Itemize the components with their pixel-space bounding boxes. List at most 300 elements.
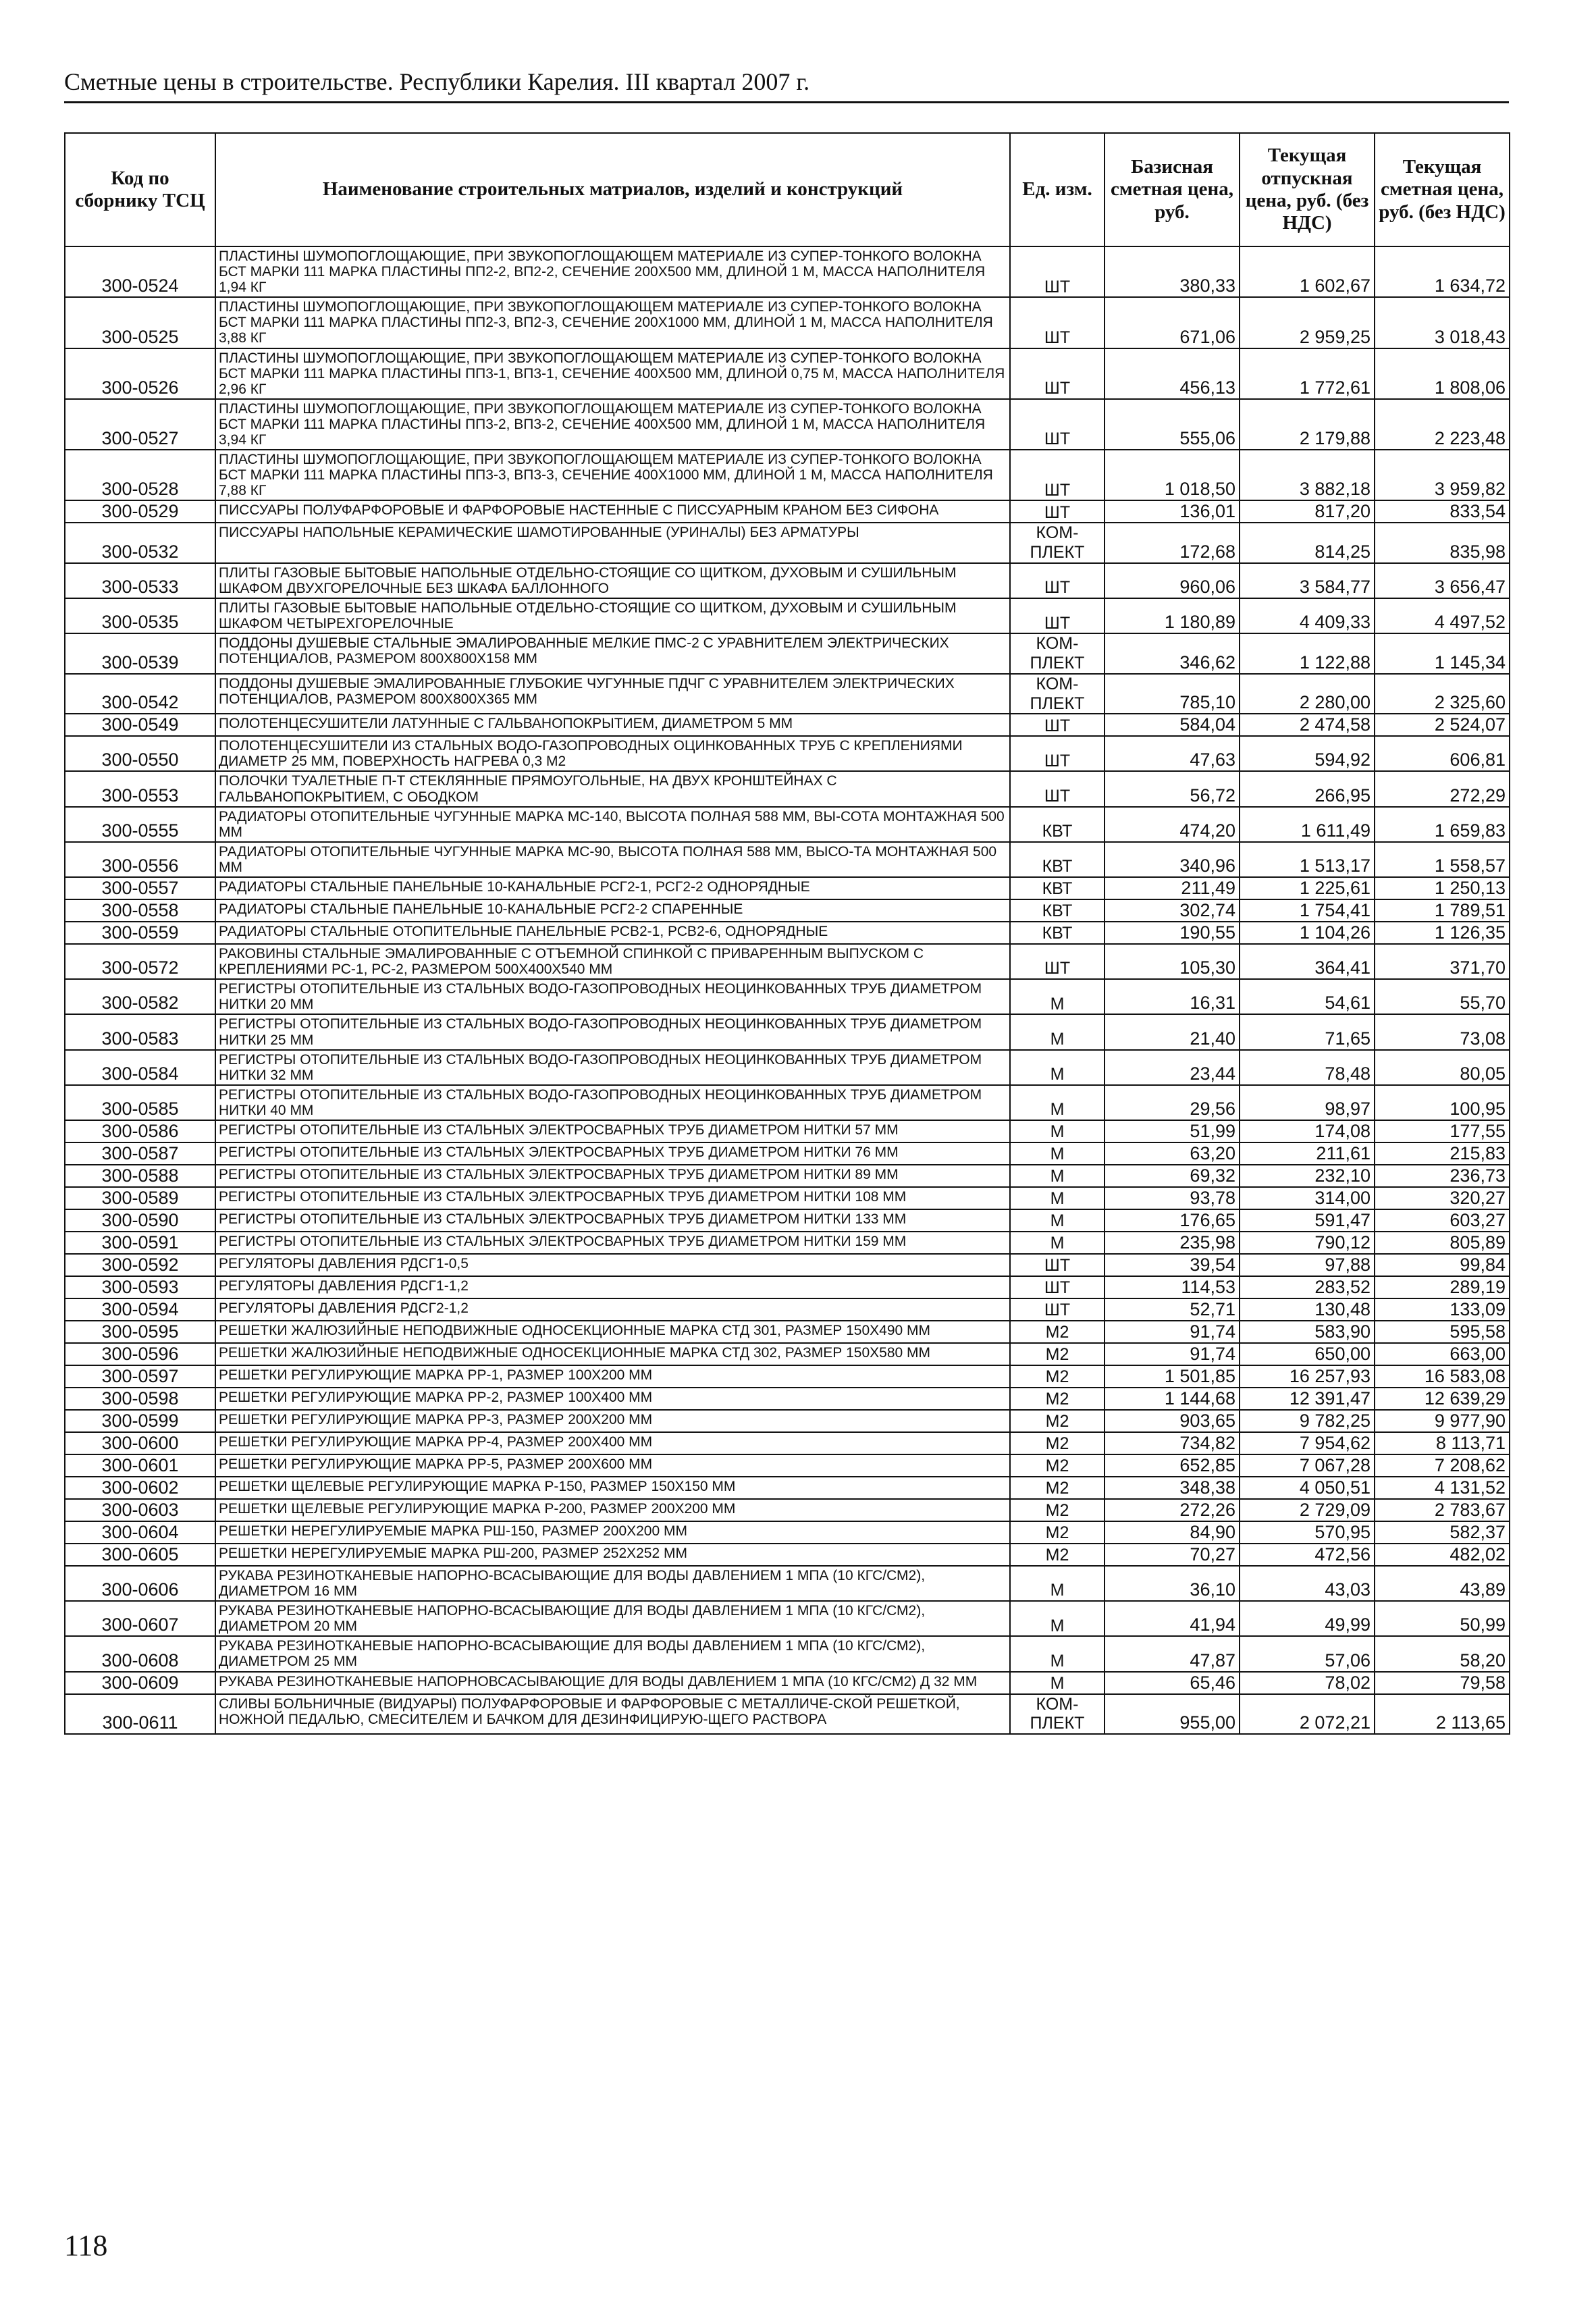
table-row xyxy=(65,500,1510,523)
row-name: РАДИАТОРЫ ОТОПИТЕЛЬНЫЕ ЧУГУННЫЕ МАРКА МС-90, ВЫСОТА ПОЛНАЯ 588 ММ, ВЫСО-ТА МОНТАЖНАЯ 500 ММ xyxy=(215,842,1010,877)
row-code: 300-0550 xyxy=(65,736,215,771)
row-sale-price: 174,08 xyxy=(1240,1120,1375,1142)
row-sale-price: 12 391,47 xyxy=(1240,1388,1375,1410)
row-unit: М2 xyxy=(1010,1477,1105,1499)
row-unit: КОМ-ПЛЕКТ xyxy=(1010,633,1105,674)
row-base-price: 47,87 xyxy=(1105,1636,1240,1671)
row-sale-price: 814,25 xyxy=(1240,523,1375,563)
row-code: 300-0533 xyxy=(65,563,215,598)
row-estimate-price: 595,58 xyxy=(1375,1321,1510,1343)
row-code: 300-0525 xyxy=(65,297,215,348)
row-sale-price: 1 754,41 xyxy=(1240,899,1375,922)
row-sale-price: 211,61 xyxy=(1240,1142,1375,1165)
row-base-price: 272,26 xyxy=(1105,1499,1240,1521)
table-row xyxy=(65,1432,1510,1454)
row-code: 300-0587 xyxy=(65,1142,215,1165)
row-code: 300-0558 xyxy=(65,899,215,922)
row-code: 300-0539 xyxy=(65,633,215,674)
row-sale-price: 2 280,00 xyxy=(1240,674,1375,714)
table-row xyxy=(65,297,1510,348)
table-row xyxy=(65,1254,1510,1276)
row-unit: М xyxy=(1010,1601,1105,1636)
row-estimate-price: 177,55 xyxy=(1375,1120,1510,1142)
row-sale-price: 54,61 xyxy=(1240,979,1375,1014)
row-name: РЕГИСТРЫ ОТОПИТЕЛЬНЫЕ ИЗ СТАЛЬНЫХ ЭЛЕКТРОСВАРНЫХ ТРУБ ДИАМЕТРОМ НИТКИ 108 ММ xyxy=(215,1187,1010,1209)
table-row xyxy=(65,348,1510,399)
table-row xyxy=(65,1601,1510,1636)
row-sale-price: 314,00 xyxy=(1240,1187,1375,1209)
row-unit: ШТ xyxy=(1010,598,1105,633)
row-base-price: 584,04 xyxy=(1105,714,1240,736)
row-estimate-price: 50,99 xyxy=(1375,1601,1510,1636)
table-row xyxy=(65,1343,1510,1365)
row-estimate-price: 100,95 xyxy=(1375,1085,1510,1120)
table-row xyxy=(65,899,1510,922)
row-unit: М2 xyxy=(1010,1365,1105,1388)
row-sale-price: 78,02 xyxy=(1240,1672,1375,1694)
row-code: 300-0526 xyxy=(65,348,215,399)
row-name: РЕШЕТКИ НЕРЕГУЛИРУЕМЫЕ МАРКА РШ-150, РАЗМЕР 200X200 ММ xyxy=(215,1521,1010,1544)
row-code: 300-0604 xyxy=(65,1521,215,1544)
row-code: 300-0528 xyxy=(65,450,215,500)
row-base-price: 346,62 xyxy=(1105,633,1240,674)
row-sale-price: 570,95 xyxy=(1240,1521,1375,1544)
row-base-price: 23,44 xyxy=(1105,1050,1240,1085)
row-estimate-price: 133,09 xyxy=(1375,1298,1510,1321)
table-row xyxy=(65,877,1510,899)
row-unit: ШТ xyxy=(1010,348,1105,399)
row-unit: КВТ xyxy=(1010,899,1105,922)
row-unit: ШТ xyxy=(1010,450,1105,500)
row-sale-price: 232,10 xyxy=(1240,1165,1375,1187)
row-base-price: 136,01 xyxy=(1105,500,1240,523)
row-base-price: 1 144,68 xyxy=(1105,1388,1240,1410)
row-base-price: 65,46 xyxy=(1105,1672,1240,1694)
row-estimate-price: 835,98 xyxy=(1375,523,1510,563)
row-code: 300-0588 xyxy=(65,1165,215,1187)
row-sale-price: 78,48 xyxy=(1240,1050,1375,1085)
row-code: 300-0585 xyxy=(65,1085,215,1120)
row-name: РЕШЕТКИ ЖАЛЮЗИЙНЫЕ НЕПОДВИЖНЫЕ ОДНОСЕКЦИОННЫЕ МАРКА СТД 302, РАЗМЕР 150X580 ММ xyxy=(215,1343,1010,1365)
table-row xyxy=(65,1298,1510,1321)
table-row xyxy=(65,1388,1510,1410)
table-row xyxy=(65,1521,1510,1544)
row-estimate-price: 43,89 xyxy=(1375,1566,1510,1601)
row-name: РЕШЕТКИ НЕРЕГУЛИРУЕМЫЕ МАРКА РШ-200, РАЗМЕР 252X252 ММ xyxy=(215,1544,1010,1566)
row-code: 300-0529 xyxy=(65,500,215,523)
table-row xyxy=(65,1165,1510,1187)
row-base-price: 39,54 xyxy=(1105,1254,1240,1276)
row-estimate-price: 3 018,43 xyxy=(1375,297,1510,348)
row-code: 300-0556 xyxy=(65,842,215,877)
row-sale-price: 98,97 xyxy=(1240,1085,1375,1120)
row-sale-price: 817,20 xyxy=(1240,500,1375,523)
row-unit: ШТ xyxy=(1010,736,1105,771)
row-base-price: 190,55 xyxy=(1105,922,1240,944)
row-unit: КОМ-ПЛЕКТ xyxy=(1010,674,1105,714)
row-estimate-price: 16 583,08 xyxy=(1375,1365,1510,1388)
row-name: РЕГИСТРЫ ОТОПИТЕЛЬНЫЕ ИЗ СТАЛЬНЫХ ВОДО-ГАЗОПРОВОДНЫХ НЕОЦИНКОВАННЫХ ТРУБ ДИАМЕТРОМ НИТКИ 25 ММ xyxy=(215,1014,1010,1049)
row-unit: М2 xyxy=(1010,1432,1105,1454)
table-row xyxy=(65,979,1510,1014)
table-row xyxy=(65,1187,1510,1209)
row-base-price: 52,71 xyxy=(1105,1298,1240,1321)
row-code: 300-0600 xyxy=(65,1432,215,1454)
row-unit: М xyxy=(1010,979,1105,1014)
row-sale-price: 2 072,21 xyxy=(1240,1694,1375,1735)
table-header-row xyxy=(65,133,1510,246)
row-code: 300-0611 xyxy=(65,1694,215,1735)
row-estimate-price: 12 639,29 xyxy=(1375,1388,1510,1410)
row-base-price: 93,78 xyxy=(1105,1187,1240,1209)
row-name: РЕШЕТКИ РЕГУЛИРУЮЩИЕ МАРКА РР-4, РАЗМЕР 200X400 ММ xyxy=(215,1432,1010,1454)
row-name: РЕГУЛЯТОРЫ ДАВЛЕНИЯ РДСГ1-0,5 xyxy=(215,1254,1010,1276)
row-name: РЕШЕТКИ ЩЕЛЕВЫЕ РЕГУЛИРУЮЩИЕ МАРКА Р-150, РАЗМЕР 150X150 ММ xyxy=(215,1477,1010,1499)
row-base-price: 652,85 xyxy=(1105,1454,1240,1477)
row-code: 300-0583 xyxy=(65,1014,215,1049)
table-row xyxy=(65,563,1510,598)
row-estimate-price: 805,89 xyxy=(1375,1232,1510,1254)
table-row xyxy=(65,1672,1510,1694)
row-unit: КВТ xyxy=(1010,877,1105,899)
table-row xyxy=(65,1209,1510,1232)
table-row xyxy=(65,399,1510,450)
row-estimate-price: 99,84 xyxy=(1375,1254,1510,1276)
row-unit: М xyxy=(1010,1672,1105,1694)
table-row xyxy=(65,1321,1510,1343)
row-base-price: 51,99 xyxy=(1105,1120,1240,1142)
row-estimate-price: 1 659,83 xyxy=(1375,807,1510,842)
row-base-price: 91,74 xyxy=(1105,1321,1240,1343)
table-row xyxy=(65,944,1510,979)
row-base-price: 235,98 xyxy=(1105,1232,1240,1254)
row-estimate-price: 663,00 xyxy=(1375,1343,1510,1365)
row-estimate-price: 2 223,48 xyxy=(1375,399,1510,450)
row-sale-price: 3 584,77 xyxy=(1240,563,1375,598)
row-base-price: 16,31 xyxy=(1105,979,1240,1014)
row-estimate-price: 1 145,34 xyxy=(1375,633,1510,674)
table-row xyxy=(65,1694,1510,1735)
row-estimate-price: 320,27 xyxy=(1375,1187,1510,1209)
row-name: ПЛАСТИНЫ ШУМОПОГЛОЩАЮЩИЕ, ПРИ ЗВУКОПОГЛОЩАЮЩЕМ МАТЕРИАЛЕ ИЗ СУПЕР-ТОНКОГО ВОЛОКНА БСТ МАРКИ 111 МАРКА ПЛАСТИНЫ ПП2-3, ВП2-3, СЕЧЕНИЕ 200X1000 ММ, ДЛИНОЙ 1 М, МАССА НАПОЛНИТЕЛЯ 3,88 КГ xyxy=(215,297,1010,348)
row-base-price: 1 180,89 xyxy=(1105,598,1240,633)
row-base-price: 36,10 xyxy=(1105,1566,1240,1601)
row-base-price: 56,72 xyxy=(1105,771,1240,806)
table-row xyxy=(65,714,1510,736)
table-row xyxy=(65,1566,1510,1601)
table-row xyxy=(65,523,1510,563)
table-row xyxy=(65,1276,1510,1298)
row-code: 300-0542 xyxy=(65,674,215,714)
row-name: РУКАВА РЕЗИНОТКАНЕВЫЕ НАПОРНОВСАСЫВАЮЩИЕ ДЛЯ ВОДЫ ДАВЛЕНИЕМ 1 МПА (10 КГС/СМ2) Д 32 ММ xyxy=(215,1672,1010,1694)
row-estimate-price: 833,54 xyxy=(1375,500,1510,523)
row-unit: ШТ xyxy=(1010,246,1105,297)
row-estimate-price: 1 558,57 xyxy=(1375,842,1510,877)
col-header-estimate-price: Текущая сметная цена, руб. (без НДС) xyxy=(1375,133,1510,246)
row-unit: ШТ xyxy=(1010,297,1105,348)
table-row xyxy=(65,922,1510,944)
row-base-price: 785,10 xyxy=(1105,674,1240,714)
row-sale-price: 364,41 xyxy=(1240,944,1375,979)
row-base-price: 63,20 xyxy=(1105,1142,1240,1165)
col-header-sale-price: Текущая отпускная цена, руб. (без НДС) xyxy=(1240,133,1375,246)
row-unit: ШТ xyxy=(1010,1298,1105,1321)
row-code: 300-0602 xyxy=(65,1477,215,1499)
price-table xyxy=(64,132,1510,1735)
row-base-price: 903,65 xyxy=(1105,1410,1240,1432)
row-code: 300-0608 xyxy=(65,1636,215,1671)
row-name: ПОДДОНЫ ДУШЕВЫЕ ЭМАЛИРОВАННЫЕ ГЛУБОКИЕ ЧУГУННЫЕ ПДЧГ С УРАВНИТЕЛЕМ ЭЛЕКТРИЧЕСКИХ ПОТЕНЦИАЛОВ, РАЗМЕРОМ 800X800X365 ММ xyxy=(215,674,1010,714)
row-estimate-price: 4 497,52 xyxy=(1375,598,1510,633)
row-code: 300-0598 xyxy=(65,1388,215,1410)
row-name: РЕГИСТРЫ ОТОПИТЕЛЬНЫЕ ИЗ СТАЛЬНЫХ ВОДО-ГАЗОПРОВОДНЫХ НЕОЦИНКОВАННЫХ ТРУБ ДИАМЕТРОМ НИТКИ 20 ММ xyxy=(215,979,1010,1014)
row-name: РЕШЕТКИ РЕГУЛИРУЮЩИЕ МАРКА РР-2, РАЗМЕР 100X400 ММ xyxy=(215,1388,1010,1410)
table-row xyxy=(65,1499,1510,1521)
row-unit: ШТ xyxy=(1010,1254,1105,1276)
row-name: РУКАВА РЕЗИНОТКАНЕВЫЕ НАПОРНО-ВСАСЫВАЮЩИЕ ДЛЯ ВОДЫ ДАВЛЕНИЕМ 1 МПА (10 КГС/СМ2), ДИАМЕТРОМ 25 ММ xyxy=(215,1636,1010,1671)
table-row xyxy=(65,1120,1510,1142)
row-sale-price: 2 474,58 xyxy=(1240,714,1375,736)
row-code: 300-0532 xyxy=(65,523,215,563)
row-code: 300-0597 xyxy=(65,1365,215,1388)
row-unit: М xyxy=(1010,1566,1105,1601)
row-base-price: 70,27 xyxy=(1105,1544,1240,1566)
row-estimate-price: 1 789,51 xyxy=(1375,899,1510,922)
table-row xyxy=(65,1085,1510,1120)
row-sale-price: 266,95 xyxy=(1240,771,1375,806)
row-unit: М xyxy=(1010,1050,1105,1085)
row-unit: М2 xyxy=(1010,1321,1105,1343)
row-name: ПЛИТЫ ГАЗОВЫЕ БЫТОВЫЕ НАПОЛЬНЫЕ ОТДЕЛЬНО-СТОЯЩИЕ СО ЩИТКОМ, ДУХОВЫМ И СУШИЛЬНЫМ ШКАФОМ ДВУХГОРЕЛОЧНЫЕ БЕЗ ШКАФА БАЛЛОННОГО xyxy=(215,563,1010,598)
row-estimate-price: 2 783,67 xyxy=(1375,1499,1510,1521)
row-name: ПИССУАРЫ ПОЛУФАРФОРОВЫЕ И ФАРФОРОВЫЕ НАСТЕННЫЕ С ПИССУАРНЫМ КРАНОМ БЕЗ СИФОНА xyxy=(215,500,1010,523)
row-estimate-price: 215,83 xyxy=(1375,1142,1510,1165)
row-base-price: 1 018,50 xyxy=(1105,450,1240,500)
row-unit: М xyxy=(1010,1085,1105,1120)
row-unit: КВТ xyxy=(1010,842,1105,877)
row-code: 300-0594 xyxy=(65,1298,215,1321)
row-sale-price: 7 067,28 xyxy=(1240,1454,1375,1477)
row-name: РЕГИСТРЫ ОТОПИТЕЛЬНЫЕ ИЗ СТАЛЬНЫХ ЭЛЕКТРОСВАРНЫХ ТРУБ ДИАМЕТРОМ НИТКИ 76 ММ xyxy=(215,1142,1010,1165)
row-base-price: 348,38 xyxy=(1105,1477,1240,1499)
col-header-base-price: Базисная сметная цена, руб. xyxy=(1105,133,1240,246)
row-sale-price: 7 954,62 xyxy=(1240,1432,1375,1454)
row-code: 300-0609 xyxy=(65,1672,215,1694)
row-base-price: 105,30 xyxy=(1105,944,1240,979)
row-code: 300-0589 xyxy=(65,1187,215,1209)
row-sale-price: 130,48 xyxy=(1240,1298,1375,1321)
row-name: РАДИАТОРЫ СТАЛЬНЫЕ ОТОПИТЕЛЬНЫЕ ПАНЕЛЬНЫЕ РСВ2-1, РСВ2-6, ОДНОРЯДНЫЕ xyxy=(215,922,1010,944)
row-estimate-price: 73,08 xyxy=(1375,1014,1510,1049)
row-estimate-price: 58,20 xyxy=(1375,1636,1510,1671)
row-sale-price: 790,12 xyxy=(1240,1232,1375,1254)
row-unit: М xyxy=(1010,1142,1105,1165)
table-row xyxy=(65,771,1510,806)
row-estimate-price: 272,29 xyxy=(1375,771,1510,806)
row-name: РЕШЕТКИ РЕГУЛИРУЮЩИЕ МАРКА РР-3, РАЗМЕР 200X200 ММ xyxy=(215,1410,1010,1432)
row-name: РЕШЕТКИ РЕГУЛИРУЮЩИЕ МАРКА РР-1, РАЗМЕР 100X200 ММ xyxy=(215,1365,1010,1388)
row-base-price: 555,06 xyxy=(1105,399,1240,450)
row-code: 300-0586 xyxy=(65,1120,215,1142)
row-name: ПЛАСТИНЫ ШУМОПОГЛОЩАЮЩИЕ, ПРИ ЗВУКОПОГЛОЩАЮЩЕМ МАТЕРИАЛЕ ИЗ СУПЕР-ТОНКОГО ВОЛОКНА БСТ МАРКИ 111 МАРКА ПЛАСТИНЫ ПП3-1, ВП3-1, СЕЧЕНИЕ 400X500 ММ, ДЛИНОЙ 0,75 М, МАССА НАПОЛНИТЕЛЯ 2,96 КГ xyxy=(215,348,1010,399)
row-unit: М xyxy=(1010,1636,1105,1671)
row-base-price: 1 501,85 xyxy=(1105,1365,1240,1388)
row-name: РЕГИСТРЫ ОТОПИТЕЛЬНЫЕ ИЗ СТАЛЬНЫХ ЭЛЕКТРОСВАРНЫХ ТРУБ ДИАМЕТРОМ НИТКИ 57 ММ xyxy=(215,1120,1010,1142)
row-sale-price: 2 959,25 xyxy=(1240,297,1375,348)
row-estimate-price: 482,02 xyxy=(1375,1544,1510,1566)
row-code: 300-0590 xyxy=(65,1209,215,1232)
row-estimate-price: 371,70 xyxy=(1375,944,1510,979)
row-base-price: 176,65 xyxy=(1105,1209,1240,1232)
row-base-price: 960,06 xyxy=(1105,563,1240,598)
row-code: 300-0535 xyxy=(65,598,215,633)
row-base-price: 91,74 xyxy=(1105,1343,1240,1365)
row-base-price: 456,13 xyxy=(1105,348,1240,399)
col-header-name: Наименование строительных матриалов, изделий и конструкций xyxy=(215,133,1010,246)
row-sale-price: 594,92 xyxy=(1240,736,1375,771)
row-code: 300-0557 xyxy=(65,877,215,899)
row-unit: М xyxy=(1010,1120,1105,1142)
table-row xyxy=(65,450,1510,500)
table-body xyxy=(65,246,1510,1734)
row-base-price: 340,96 xyxy=(1105,842,1240,877)
row-name: РАДИАТОРЫ СТАЛЬНЫЕ ПАНЕЛЬНЫЕ 10-КАНАЛЬНЫЕ РСГ2-1, РСГ2-2 ОДНОРЯДНЫЕ xyxy=(215,877,1010,899)
table-row xyxy=(65,1454,1510,1477)
row-code: 300-0582 xyxy=(65,979,215,1014)
row-estimate-price: 3 656,47 xyxy=(1375,563,1510,598)
row-name: РЕГИСТРЫ ОТОПИТЕЛЬНЫЕ ИЗ СТАЛЬНЫХ ВОДО-ГАЗОПРОВОДНЫХ НЕОЦИНКОВАННЫХ ТРУБ ДИАМЕТРОМ НИТКИ 40 ММ xyxy=(215,1085,1010,1120)
row-sale-price: 583,90 xyxy=(1240,1321,1375,1343)
row-code: 300-0553 xyxy=(65,771,215,806)
row-base-price: 955,00 xyxy=(1105,1694,1240,1735)
row-name: РЕГИСТРЫ ОТОПИТЕЛЬНЫЕ ИЗ СТАЛЬНЫХ ВОДО-ГАЗОПРОВОДНЫХ НЕОЦИНКОВАННЫХ ТРУБ ДИАМЕТРОМ НИТКИ 32 ММ xyxy=(215,1050,1010,1085)
table-row xyxy=(65,1142,1510,1165)
row-unit: КВТ xyxy=(1010,807,1105,842)
row-sale-price: 2 179,88 xyxy=(1240,399,1375,450)
row-estimate-price: 582,37 xyxy=(1375,1521,1510,1544)
row-estimate-price: 606,81 xyxy=(1375,736,1510,771)
row-estimate-price: 236,73 xyxy=(1375,1165,1510,1187)
row-estimate-price: 4 131,52 xyxy=(1375,1477,1510,1499)
row-base-price: 211,49 xyxy=(1105,877,1240,899)
row-estimate-price: 1 634,72 xyxy=(1375,246,1510,297)
row-sale-price: 1 513,17 xyxy=(1240,842,1375,877)
row-base-price: 47,63 xyxy=(1105,736,1240,771)
row-unit: М xyxy=(1010,1209,1105,1232)
row-code: 300-0549 xyxy=(65,714,215,736)
row-code: 300-0605 xyxy=(65,1544,215,1566)
row-code: 300-0524 xyxy=(65,246,215,297)
row-base-price: 380,33 xyxy=(1105,246,1240,297)
row-name: РЕГИСТРЫ ОТОПИТЕЛЬНЫЕ ИЗ СТАЛЬНЫХ ЭЛЕКТРОСВАРНЫХ ТРУБ ДИАМЕТРОМ НИТКИ 159 ММ xyxy=(215,1232,1010,1254)
row-code: 300-0606 xyxy=(65,1566,215,1601)
row-name: РЕШЕТКИ ЩЕЛЕВЫЕ РЕГУЛИРУЮЩИЕ МАРКА Р-200, РАЗМЕР 200X200 ММ xyxy=(215,1499,1010,1521)
table-row xyxy=(65,1544,1510,1566)
row-base-price: 29,56 xyxy=(1105,1085,1240,1120)
row-sale-price: 16 257,93 xyxy=(1240,1365,1375,1388)
row-sale-price: 3 882,18 xyxy=(1240,450,1375,500)
row-unit: М2 xyxy=(1010,1343,1105,1365)
table-row xyxy=(65,598,1510,633)
row-base-price: 21,40 xyxy=(1105,1014,1240,1049)
row-sale-price: 650,00 xyxy=(1240,1343,1375,1365)
row-code: 300-0593 xyxy=(65,1276,215,1298)
row-sale-price: 1 225,61 xyxy=(1240,877,1375,899)
row-name: РАДИАТОРЫ СТАЛЬНЫЕ ПАНЕЛЬНЫЕ 10-КАНАЛЬНЫЕ РСГ2-2 СПАРЕННЫЕ xyxy=(215,899,1010,922)
row-sale-price: 283,52 xyxy=(1240,1276,1375,1298)
row-sale-price: 4 050,51 xyxy=(1240,1477,1375,1499)
row-unit: ШТ xyxy=(1010,714,1105,736)
row-estimate-price: 9 977,90 xyxy=(1375,1410,1510,1432)
row-sale-price: 57,06 xyxy=(1240,1636,1375,1671)
row-unit: М2 xyxy=(1010,1454,1105,1477)
row-unit: М2 xyxy=(1010,1521,1105,1544)
row-unit: ШТ xyxy=(1010,1276,1105,1298)
table-row xyxy=(65,842,1510,877)
row-name: ПОЛОТЕНЦЕСУШИТЕЛИ ЛАТУННЫЕ С ГАЛЬВАНОПОКРЫТИЕМ, ДИАМЕТРОМ 5 ММ xyxy=(215,714,1010,736)
row-name: РЕГУЛЯТОРЫ ДАВЛЕНИЯ РДСГ2-1,2 xyxy=(215,1298,1010,1321)
row-estimate-price: 80,05 xyxy=(1375,1050,1510,1085)
row-base-price: 84,90 xyxy=(1105,1521,1240,1544)
row-unit: М2 xyxy=(1010,1388,1105,1410)
table-row xyxy=(65,1410,1510,1432)
page-header: Сметные цены в строительстве. Республики Карелия. III квартал 2007 г. xyxy=(64,68,810,95)
row-unit: М2 xyxy=(1010,1544,1105,1566)
row-code: 300-0595 xyxy=(65,1321,215,1343)
row-name: РЕШЕТКИ ЖАЛЮЗИЙНЫЕ НЕПОДВИЖНЫЕ ОДНОСЕКЦИОННЫЕ МАРКА СТД 301, РАЗМЕР 150X490 ММ xyxy=(215,1321,1010,1343)
row-estimate-price: 79,58 xyxy=(1375,1672,1510,1694)
table-row xyxy=(65,633,1510,674)
row-code: 300-0599 xyxy=(65,1410,215,1432)
row-estimate-price: 8 113,71 xyxy=(1375,1432,1510,1454)
row-estimate-price: 2 113,65 xyxy=(1375,1694,1510,1735)
row-base-price: 734,82 xyxy=(1105,1432,1240,1454)
row-name: ПЛАСТИНЫ ШУМОПОГЛОЩАЮЩИЕ, ПРИ ЗВУКОПОГЛОЩАЮЩЕМ МАТЕРИАЛЕ ИЗ СУПЕР-ТОНКОГО ВОЛОКНА БСТ МАРКИ 111 МАРКА ПЛАСТИНЫ ПП3-2, ВП3-2, СЕЧЕНИЕ 400X500 ММ, ДЛИНОЙ 1 М, МАССА НАПОЛНИТЕЛЯ 3,94 КГ xyxy=(215,399,1010,450)
row-name: РУКАВА РЕЗИНОТКАНЕВЫЕ НАПОРНО-ВСАСЫВАЮЩИЕ ДЛЯ ВОДЫ ДАВЛЕНИЕМ 1 МПА (10 КГС/СМ2), ДИАМЕТРОМ 20 ММ xyxy=(215,1601,1010,1636)
row-unit: КОМ-ПЛЕКТ xyxy=(1010,1694,1105,1735)
row-sale-price: 1 104,26 xyxy=(1240,922,1375,944)
table-row xyxy=(65,1050,1510,1085)
row-estimate-price: 1 808,06 xyxy=(1375,348,1510,399)
row-estimate-price: 289,19 xyxy=(1375,1276,1510,1298)
table-row xyxy=(65,674,1510,714)
row-sale-price: 71,65 xyxy=(1240,1014,1375,1049)
row-base-price: 69,32 xyxy=(1105,1165,1240,1187)
row-sale-price: 1 602,67 xyxy=(1240,246,1375,297)
row-unit: М xyxy=(1010,1232,1105,1254)
col-header-unit: Ед. изм. xyxy=(1010,133,1105,246)
table-row xyxy=(65,1365,1510,1388)
row-sale-price: 4 409,33 xyxy=(1240,598,1375,633)
row-name: РЕГИСТРЫ ОТОПИТЕЛЬНЫЕ ИЗ СТАЛЬНЫХ ЭЛЕКТРОСВАРНЫХ ТРУБ ДИАМЕТРОМ НИТКИ 89 ММ xyxy=(215,1165,1010,1187)
row-unit: М xyxy=(1010,1014,1105,1049)
row-estimate-price: 3 959,82 xyxy=(1375,450,1510,500)
row-sale-price: 1 611,49 xyxy=(1240,807,1375,842)
header-rule xyxy=(64,101,1509,103)
row-unit: М xyxy=(1010,1165,1105,1187)
row-sale-price: 49,99 xyxy=(1240,1601,1375,1636)
row-estimate-price: 1 250,13 xyxy=(1375,877,1510,899)
table-row xyxy=(65,246,1510,297)
row-unit: КОМ-ПЛЕКТ xyxy=(1010,523,1105,563)
table-row xyxy=(65,736,1510,771)
row-code: 300-0591 xyxy=(65,1232,215,1254)
row-code: 300-0527 xyxy=(65,399,215,450)
row-code: 300-0555 xyxy=(65,807,215,842)
row-name: ПЛИТЫ ГАЗОВЫЕ БЫТОВЫЕ НАПОЛЬНЫЕ ОТДЕЛЬНО-СТОЯЩИЕ СО ЩИТКОМ, ДУХОВЫМ И СУШИЛЬНЫМ ШКАФОМ ЧЕТЫРЕХГОРЕЛОЧНЫЕ xyxy=(215,598,1010,633)
table-row xyxy=(65,1014,1510,1049)
page-number: 118 xyxy=(64,2229,108,2262)
